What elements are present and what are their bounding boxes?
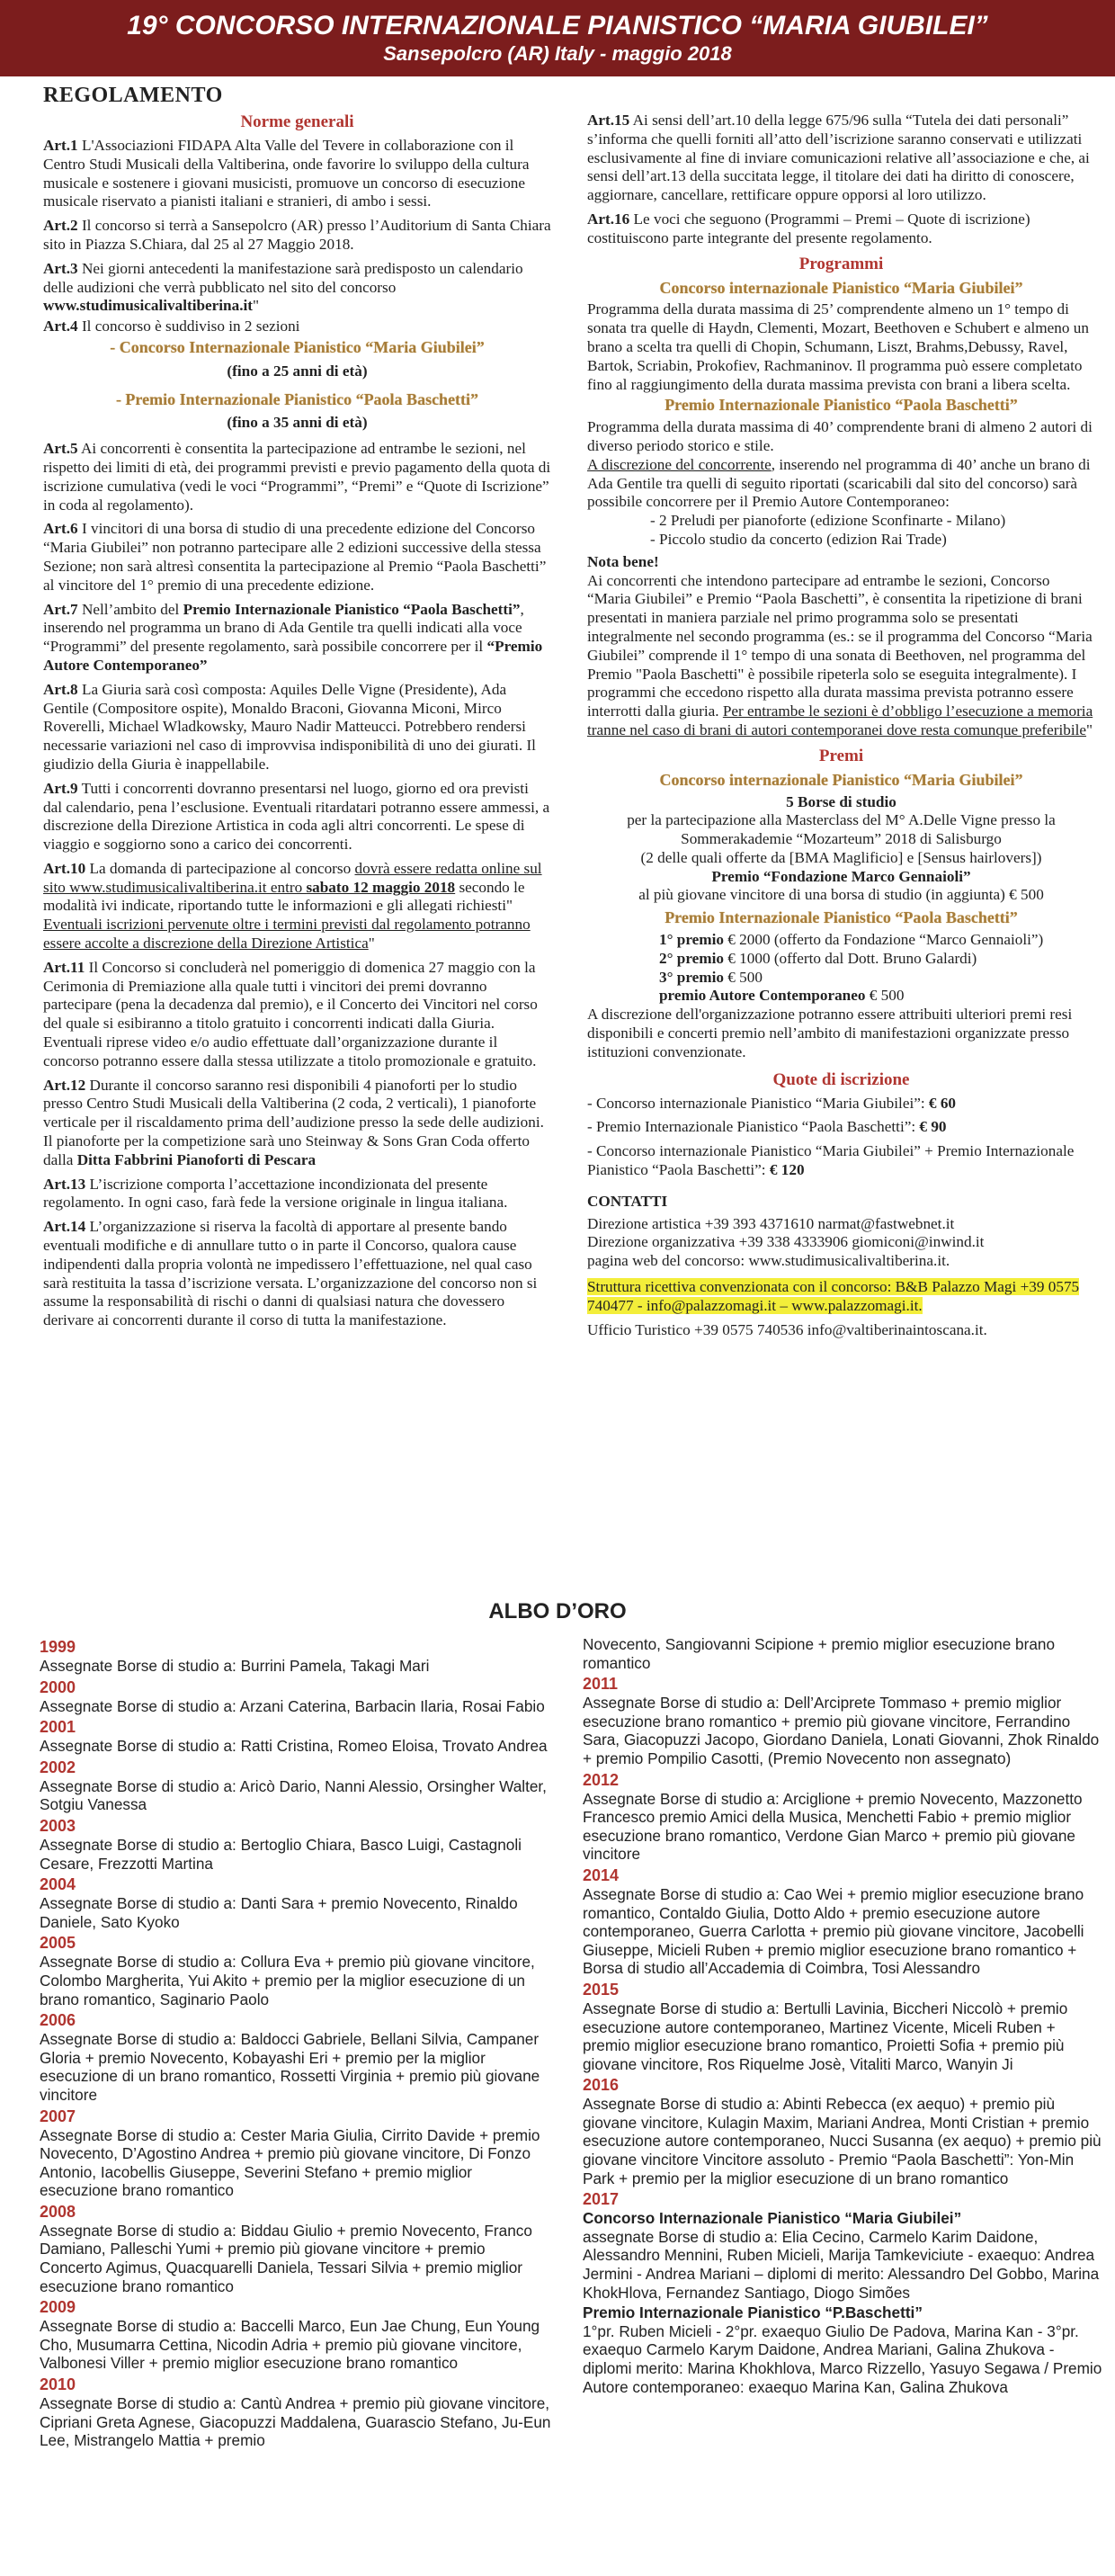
programmi-giubilei-text: Programma della durata massima di 25’ comprendente almeno un 1° tempo di sonata tra quelle di Haydn, Clementi, Mozart, Beethoven e Schubert e almeno un brano a scelta tra quelli di Chopin, Schumann, Liszt, Brahms,Debussy, Ravel, Bartok, Scriabin, Prokofiev, Rachmaninov. Il programma può essere completato fino al raggiungimento della durata massima prevista con brani a libera scelta. xyxy=(587,300,1089,393)
premi-heading: Premi xyxy=(818,746,864,765)
program-piece-2: - Piccolo studio da concerto (edizion Rai Trade) xyxy=(650,530,947,548)
art-14: Art.14 L’organizzazione si riserva la facoltà di apportare al presente bando eventuali modifiche e di annullare tutto o in parte il Concorso, qualora cause indipendenti dalla propria volontà ne impedissero l’effettuazione, nel qual caso sarà restituita la tassa d’iscrizione versata. L’organizzazione del concorso non si assume la responsabilità di rischi o danni di qualsiasi natura che dovessero derivare ai concorrenti durante il corso di tutta la manifestazione. xyxy=(43,1218,538,1329)
website-link[interactable]: www.studimusicalivaltiberina.it xyxy=(43,297,254,315)
fee-baschetti: - Premio Internazionale Pianistico “Paola Baschetti”: € 90 xyxy=(587,1118,947,1136)
art-7: Art.7 Nell’ambito del Premio Internazionale Pianistico “Paola Baschetti”, inserendo nel programma un brano di Ada Gentile tra quelli indicati alla voce “Programmi” del presente regolamento, sarà possibile concorrere per il “Premio Autore Contemporaneo” xyxy=(43,600,543,674)
albo-entry: Assegnate Borse di studio a: Baldocci Gabriele, Bellani Silvia, Campaner Gloria + premio Novecento, Kobayashi Eri + premio per la miglior esecuzione di un brano romantico, Rossetti Virginia + premio più giovane vincitore xyxy=(40,2030,540,2104)
albo-year: 2015 xyxy=(583,1980,620,1999)
albo-entry: Assegnate Borse di studio a: Biddau Giulio + premio Novecento, Franco Damiano, Palleschi Yumi + premio più giovane vincitore + premio Concerto Agimus, Quacquarelli Daniela, Tessari Silvia + premio miglior esecuzione brano romantico xyxy=(40,2221,532,2295)
prize-1: 1° premio € 2000 (offerto da Fondazione “Marco Gennaioli”) xyxy=(659,931,1044,949)
albo-year: 2009 xyxy=(40,2298,76,2317)
contact-website[interactable]: pagina web del concorso: www.studimusicalivaltiberina.it. xyxy=(587,1252,950,1270)
albo-entry: Assegnate Borse di studio a: Bertoglio Chiara, Basco Luigi, Castagnoli Cesare, Frezzotti Martina xyxy=(40,1835,522,1873)
albo-year: 2005 xyxy=(40,1934,76,1953)
albo-year: 2008 xyxy=(40,2202,76,2221)
fee-combined: - Concorso internazionale Pianistico “Maria Giubilei” + Premio Internazionale Pianistico “Paola Baschetti”: € 120 xyxy=(587,1142,1075,1179)
albo-entry: Assegnate Borse di studio a: Arciglione + premio Novecento, Mazzonetto Francesco premio Amici della Musica, Menchetti Fabio + premio miglior esecuzione brano romantico, Verdone Gian Marco + premio più giovane vincitore xyxy=(583,1789,1083,1864)
masterclass-text: per la partecipazione alla Masterclass del M° A.Delle Vigne presso la Sommerakademie “Mozarteum” 2018 di Salisburgo xyxy=(627,811,1056,848)
albo-year: 2016 xyxy=(583,2076,620,2095)
albo-entry: Assegnate Borse di studio a: Aricò Dario, Nanni Alessio, Orsingher Walter, Sotgiu Vanessa xyxy=(40,1776,547,1814)
contact-organization[interactable]: Direzione organizzativa +39 338 4333906 giomiconi@inwind.it xyxy=(587,1233,985,1251)
art-15: Art.15 Ai sensi dell’art.10 della legge 675/96 sulla “Tutela dei dati personali” s’informa che quelli forniti all’atto dell’iscrizione saranno conservati e utilizzati esclusivamente al fine di inviare comunicazioni relative all’associazione e che, ai sensi dell’art.13 della succitata legge, il titolare dei dati ha diritto di conoscere, aggiornare, cancellare, rettificare oppure opporsi al loro utilizzo. xyxy=(587,112,1090,204)
albo-year: 2002 xyxy=(40,1758,76,1776)
programmi-heading: Programmi xyxy=(798,254,884,273)
art-12: Art.12 Durante il concorso saranno resi disponibili 4 pianoforti per lo studio presso Centro Studi Musicali della Valtiberina (2 coda, 2 verticali), 1 pianoforte verticale per il riscaldamento prima dell’audizione presso la sede delle audizioni. Il pianoforte per la competizione sarà uno Steinway & Sons Gran Coda offerto dalla Ditta Fabbrini Pianoforti di Pescara xyxy=(43,1076,544,1168)
programmi-baschetti-heading: Premio Internazionale Pianistico “Paola Baschetti” xyxy=(665,396,1018,415)
albo-entry-2010-continued: Novecento, Sangiovanni Scipione + premio miglior esecuzione brano romantico xyxy=(583,1635,1056,1672)
contact-tourist-office[interactable]: Ufficio Turistico +39 0575 740536 info@valtiberinaintoscana.it. xyxy=(587,1320,987,1338)
fondazione-prize: Premio “Fondazione Marco Gennaioli” xyxy=(711,867,971,885)
albo-year: 2011 xyxy=(583,1675,619,1694)
albo-right-column xyxy=(583,1635,1104,2398)
albo-entry: Assegnate Borse di studio a: Arzani Caterina, Barbacin Ilaria, Rosai Fabio xyxy=(40,1696,545,1715)
nota-bene-text: Ai concorrenti che intendono partecipare ad entrambe le sezioni, Concorso “Maria Giubilei” e Premio “Paola Baschetti”, è consentita la ripetizione di brani presentati in maniera parziale nel primo programma solo se presentati integralmente nel secondo programma (es.: se il programma del Concorso “Maria Giubilei” comprende il 1° tempo di una sonata di Beethoven, nel programma del Premio "Paola Baschetti" è possibile ripeterla solo se eseguita integralmente). I programmi che eccedono rispetto alla durata massima prevista potranno essere interrotti dalla giuria. Per entrambe le sezioni è d’obbligo l’esecuzione a memoria tranne nel caso di brani di autori contemporanei dove resta comunque preferibile" xyxy=(587,571,1093,738)
art-16: Art.16 Le voci che seguono (Programmi – Premi – Quote di iscrizione) costituiscono parte integrante del presente regolamento. xyxy=(587,210,1030,246)
programmi-giubilei-heading: Concorso internazionale Pianistico “Maria Giubilei” xyxy=(659,278,1023,297)
albo-right-list xyxy=(583,1674,1104,2187)
albo-year: 2014 xyxy=(583,1865,620,1884)
regolamento-left-column xyxy=(43,83,551,1336)
albo-entry: Assegnate Borse di studio a: Cester Maria Giulia, Cirrito Davide + premio Novecento, D’Agostino Andrea + premio più giovane vincitore, Di Fonzo Antonio, Iacobellis Giuseppe, Severini Stefano + premio miglior esecuzione brano romantico xyxy=(40,2125,540,2200)
section-2-name: - Premio Internazionale Pianistico “Paola Baschetti” xyxy=(115,389,479,408)
albo-year: 2001 xyxy=(40,1718,76,1737)
contest-subtitle: Sansepolcro (AR) Italy - maggio 2018 xyxy=(383,42,732,65)
albo-entry: Assegnate Borse di studio a: Dell’Arciprete Tommaso + premio miglior esecuzione brano romantico + premio più giovane vincitore, Ferrandino Sara, Giacopuzzi Jacopo, Giordano Daniela, Lonati Giovanni, Zhok Rinaldo + premio Pompilio Casotti, (Premio Novecento non assegnato) xyxy=(583,1694,1100,1767)
art-4: Art.4 Il concorso è suddiviso in 2 sezioni xyxy=(43,318,300,335)
fee-giubilei: - Concorso internazionale Pianistico “Maria Giubilei”: € 60 xyxy=(587,1094,956,1112)
albo-2017-giubilei-heading: Concorso Internazionale Pianistico “Maria Giubilei” xyxy=(583,2209,962,2228)
albo-entry: Assegnate Borse di studio a: Danti Sara + premio Novecento, Rinaldo Daniele, Sato Kyoko xyxy=(40,1894,518,1931)
premi-giubilei-heading: Concorso internazionale Pianistico “Maria Giubilei” xyxy=(659,770,1023,789)
art-3: Art.3 Nei giorni antecedenti la manifestazione sarà predisposto un calendario delle audizioni che verrà pubblicato nel sito del concorso www.studimusicalivaltiberina.it" xyxy=(43,259,523,315)
norme-generali-heading: Norme generali xyxy=(240,112,354,131)
programmi-baschetti-text: Programma della durata massima di 40’ comprendente brani di almeno 2 autori di diverso periodo storico e stile. xyxy=(587,418,1093,454)
albo-year: 1999 xyxy=(40,1638,76,1656)
art-2: Art.2 Il concorso si terrà a Sansepolcro (AR) presso l’Auditorium di Santa Chiara sito in Piazza S.Chiara, dal 25 al 27 Maggio 2018. xyxy=(43,217,551,253)
additional-prizes-text: A discrezione dell'organizzazione potranno essere attribuiti ulteriori premi resi disponibili e concerti premio nell’ambito di manifestazioni organizzate presso istituzioni convenzionate. xyxy=(587,1006,1073,1060)
albo-entry: Assegnate Borse di studio a: Baccelli Marco, Eun Jae Chung, Eun Young Cho, Musumarra Cettina, Nicodin Adria + premio più giovane vincitore, Valbonesi Viller + premio miglior esecuzione brano romantico xyxy=(40,2317,540,2373)
albo-year: 2003 xyxy=(40,1816,76,1835)
nota-bene-heading: Nota bene! xyxy=(587,552,659,570)
premi-baschetti-heading: Premio Internazionale Pianistico “Paola Baschetti” xyxy=(665,908,1018,927)
accommodation-highlight[interactable]: Struttura ricettiva convenzionata con il concorso: B&B Palazzo Magi +39 0575 740477 - info@palazzomagi.it – www.palazzomagi.it. xyxy=(587,1278,1080,1314)
albo-entry: Assegnate Borse di studio a: Abinti Rebecca (ex aequo) + premio più giovane vincitore, Kulagin Maxim, Mariani Andrea, Monti Cristian + premio esecuzione autore contemporaneo, Nucci Susanna (ex aequo) + premio più giovane vincitore Vincitore assoluto - Premio “Paola Baschetti”: Yon-Min Park + premio per la miglior esecuzione di un brano romantico xyxy=(583,2095,1102,2187)
art-1: Art.1 L'Associazioni FIDAPA Alta Valle del Tevere in collaborazione con il Centro Studi Musicali della Valtiberina, onde favorire lo sviluppo della cultura musicale e sostenere i giovani musicisti, promuove un concorso di esecuzione musicale riservato a pianisti italiani e stranieri, di ambo i sessi. xyxy=(43,137,530,210)
albo-year: 2010 xyxy=(40,2375,76,2394)
prize-contemporary: premio Autore Contemporaneo € 500 xyxy=(659,987,905,1005)
section-1-name: - Concorso Internazionale Pianistico “Maria Giubilei” xyxy=(110,337,485,356)
albo-entry: Assegnate Borse di studio a: Cantù Andrea + premio più giovane vincitore, Cipriani Greta Agnese, Giacopuzzi Maddalena, Guarascio Stefano, Ju-Eun Lee, Mistrangelo Mattia + premio xyxy=(40,2394,551,2450)
contatti-heading: CONTATTI xyxy=(587,1192,668,1210)
art-6: Art.6 I vincitori di una borsa di studio di una precedente edizione del Concorso “Maria Giubilei” non potranno partecipare alle 2 edizioni successive della stessa Sezione; non sarà altresì consentita la partecipazione al Premio “Paola Baschetti” al vincitore del 1° premio di una precedente edizione. xyxy=(43,520,547,594)
art-9: Art.9 Tutti i concorrenti dovranno presentarsi nel luogo, giorno ed ora previsti dal calendario, pena l’esclusione. Eventuali ritardatari potranno essere ammessi, a discrezione della Direzione Artistica in coda agli altri concorrenti. Le spese di viaggio e soggiorno sono a carico dei concorrenti. xyxy=(43,779,550,854)
programmi-contemporary-text: A discrezione del concorrente, inserendo nel programma di 40’ anche un brano di Ada Gentile tra quelli di seguito riportati (scaricabili dal sito del concorso) sarà possibile concorrere per il Premio Autore Contemporaneo: xyxy=(587,455,1091,511)
albo-entry: Assegnate Borse di studio a: Collura Eva + premio più giovane vincitore, Colombo Margherita, Yui Akito + premio per la miglior esecuzione di un brano romantico, Saginario Paolo xyxy=(40,1953,535,2008)
contact-artistic[interactable]: Direzione artistica +39 393 4371610 narmat@fastwebnet.it xyxy=(587,1214,955,1232)
contest-title: 19° CONCORSO INTERNAZIONALE PIANISTICO “MARIA GIUBILEI” xyxy=(127,11,988,40)
quote-heading: Quote di iscrizione xyxy=(772,1069,910,1089)
albo-2017-baschetti-text: 1°pr. Ruben Micieli - 2°pr. exaequo Giulio De Padova, Marina Kan - 3°pr. exaequo Carmelo Karym Daidone, Andrea Mariani, Galina Zhukova - diplomi merito: Marina Khokhlova, Marco Rizzello, Yasuyo Segawa / Premio Autore contemporaneo: exaequo Marina Kan, Galina Zhukova xyxy=(583,2321,1102,2396)
albo-year: 2007 xyxy=(40,2106,76,2125)
regolamento-right-column xyxy=(587,112,1095,1339)
fondazione-prize-text: al più giovane vincitore di una borsa di studio (in aggiunta) € 500 xyxy=(638,886,1044,904)
online-registration-link[interactable]: dovrà essere redatta online sul sito www.studimusicalivaltiberina.it entro xyxy=(43,859,542,896)
albo-year: 2004 xyxy=(40,1875,76,1894)
sponsors-text: (2 delle quali offerte da [BMA Maglificio] e [Sensus hairlovers]) xyxy=(640,848,1042,866)
prize-2: 2° premio € 1000 (offerto dal Dott. Bruno Galardi) xyxy=(659,949,977,967)
art-8: Art.8 La Giuria sarà così composta: Aquiles Delle Vigne (Presidente), Ada Gentile (Compositore ospite), Monaldo Braconi, Giovanna Miconi, Mirco Roverelli, Michael Wladkowsky, Mauro Nadir Matteucci. Potrebbero rendersi necessarie variazioni nel caso di improvvisa indisponibilità di uno dei giurati. Il giudizio della Giuria è inappellabile. xyxy=(43,680,536,773)
albo-year: 2017 xyxy=(583,2190,620,2209)
albo-entry: Assegnate Borse di studio a: Bertulli Lavinia, Biccheri Niccolò + premio esecuzione autore contemporaneo, Martinez Vicente, Miceli Ruben + premio miglior esecuzione brano romantico, Proietti Sofia + premio più giovane vincitore, Ros Riquelme Josè, Vitaliti Marco, Wanyin Ji xyxy=(583,1999,1068,2073)
albo-entry: Assegnate Borse di studio a: Cao Wei + premio miglior esecuzione brano romantico, Contaldo Giulia, Dotto Aldo + premio esecuzione autore contemporaneo, Guerra Carlotta + premio più giovane vincitore, Jacobelli Giuseppe, Micieli Ruben + premio miglior esecuzione brano romantico + Borsa di studio all’Accademia di Coimbra, Tosi Alessandro xyxy=(583,1884,1084,1978)
section-2-age: (fino a 35 anni di età) xyxy=(227,414,368,432)
borse-count: 5 Borse di studio xyxy=(786,792,896,810)
section-1-age: (fino a 25 anni di età) xyxy=(227,362,368,380)
albo-left-column xyxy=(40,1635,552,2452)
art-5: Art.5 Ai concorrenti è consentita la partecipazione ad entrambe le sezioni, nel rispetto dei limiti di età, dei programmi previsti e previo pagamento della quota di iscrizione cumulativa (vedi le voci “Programmi”, “Premi” e “Quote di Iscrizione” in coda al regolamento). xyxy=(43,440,551,514)
albo-2017-giubilei-text: assegnate Borse di studio a: Elia Cecino, Carmelo Karim Daidone, Alessandro Mennini, Ruben Micieli, Marija Tamkeviciute - exaequo: Andrea Jermini - Andrea Mariani – diplomi di merito: Alessandro Del Gobbo, Marina KhokHlova, Fernandez Santiago, Diogo Simões xyxy=(583,2227,1100,2302)
art-13: Art.13 L’iscrizione comporta l’accettazione incondizionata del presente regolamento. In ogni caso, farà fede la versione originale in lingua italiana. xyxy=(43,1175,508,1212)
art-11: Art.11 Il Concorso si concluderà nel pomeriggio di domenica 27 maggio con la Cerimonia di Premiazione alla quale tutti i vincitori dei premi dovranno partecipare (pena la decadenza dal premio), e il Concerto dei Vincitori nel corso del quale si esibiranno a titolo gratuito i concorrenti indicati dalla Giuria. Eventuali riprese video e/o audio effettuate dall’organizzazione durante il concorso potranno essere dalla stessa utilizzate a titolo promozionale e gratuito. xyxy=(43,958,538,1069)
program-piece-1: - 2 Preludi per pianoforte (edizione Sconfinarte - Milano) xyxy=(650,512,1006,530)
prize-3: 3° premio € 500 xyxy=(659,968,763,986)
albo-year: 2006 xyxy=(40,2011,76,2030)
regolamento-title: REGOLAMENTO xyxy=(43,84,223,107)
albo-2017-baschetti-heading: Premio Internazionale Pianistico “P.Baschetti” xyxy=(583,2303,923,2322)
albo-year: 2012 xyxy=(583,1770,620,1789)
art-10: Art.10 La domanda di partecipazione al concorso dovrà essere redatta online sul sito www.studimusicalivaltiberina.it entro sabato 12 maggio 2018 secondo le modalità ivi indicate, riportando tutte le informazioni e gli allegati richiesti" Eventuali iscrizioni pervenute oltre i termini previsti dal regolamento potranno essere accolte a discrezione della Direzione Artistica" xyxy=(43,859,542,953)
albo-year: 2000 xyxy=(40,1677,76,1696)
albo-doro-title: ALBO D’ORO xyxy=(488,1599,627,1623)
header-banner xyxy=(0,0,1115,76)
albo-entry: Assegnate Borse di studio a: Burrini Pamela, Takagi Mari xyxy=(40,1657,430,1675)
albo-entry: Assegnate Borse di studio a: Ratti Cristina, Romeo Eloisa, Trovato Andrea xyxy=(40,1737,548,1756)
